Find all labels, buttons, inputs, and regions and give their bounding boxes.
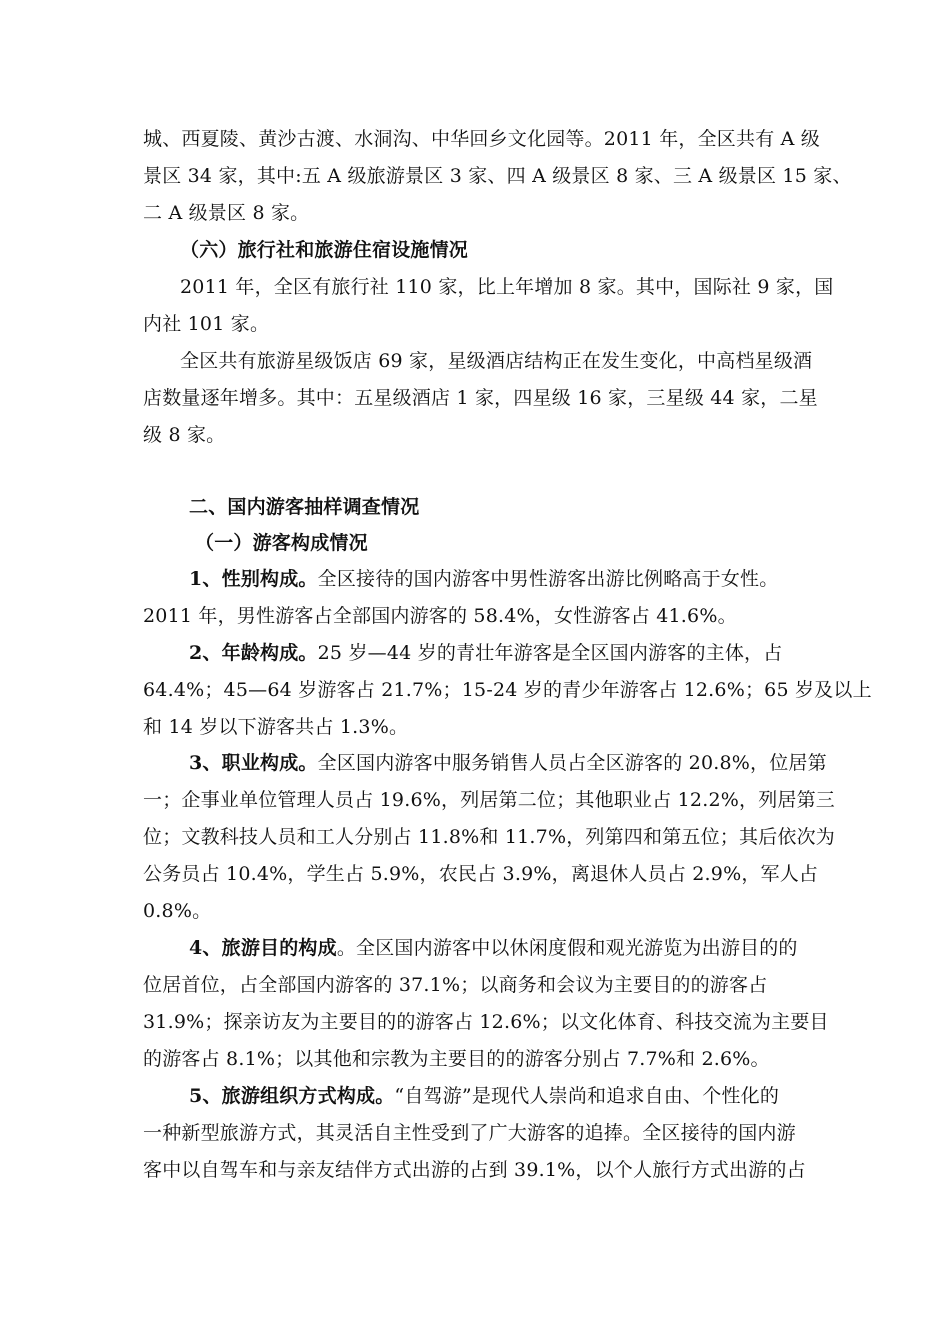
list-item-first-line [189,936,798,960]
section-heading-2: 二、国内游客抽样调查情况 [189,496,420,518]
paragraph-line: 2011 年，全区有旅行社 110 家，比上年增加 8 家。其中，国际社 9 家，国 [180,276,834,298]
paragraph-line: 位居首位，占全部国内游客的 37.1%；以商务和会议为主要目的的游客占 [143,974,768,996]
paragraph-line: 级 8 家。 [143,424,226,446]
item-title: 3、职业构成。 [189,752,318,774]
item-text: “自驾游”是现代人崇尚和追求自由、个性化的 [394,1085,780,1107]
paragraph-line: 的游客占 8.1%；以其他和宗教为主要目的的游客分别占 7.7%和 2.6%。 [143,1048,770,1070]
list-item-first-line [189,641,782,665]
paragraph-line: 位；文教科技人员和工人分别占 11.8%和 11.7%，列第四和第五位；其后依次为 [143,826,835,848]
item-title: 1、性别构成。 [189,568,318,590]
paragraph-line: 31.9%；探亲访友为主要目的的游客占 12.6%；以文化体育、科技交流为主要目 [143,1011,829,1033]
paragraph-line: 客中以自驾车和与亲友结伴方式出游的占到 39.1%，以个人旅行方式出游的占 [143,1159,806,1181]
list-item-first-line [189,567,778,591]
paragraph-line: 和 14 岁以下游客共占 1.3%。 [143,716,409,738]
paragraph-line: 公务员占 10.4%，学生占 5.9%，农民占 3.9%，离退休人员占 2.9%，军人占 [143,863,819,885]
paragraph-line: 一种新型旅游方式，其灵活自主性受到了广大游客的追捧。全区接待的国内游 [143,1122,796,1144]
subsection-heading: （一）游客构成情况 [195,532,368,554]
section-heading-6: （六）旅行社和旅游住宿设施情况 [180,239,469,261]
paragraph-line: 64.4%；45—64 岁游客占 21.7%；15-24 岁的青少年游客占 12.6%；65 岁及以上 [143,679,872,701]
item-text: 25 岁—44 岁的青壮年游客是全区国内游客的主体，占 [317,642,783,664]
paragraph-line: 城、西夏陵、黄沙古渡、水洞沟、中华回乡文化园等。2011 年，全区共有 A 级 [143,128,820,150]
item-title: 2、年龄构成。 [189,642,318,664]
item-text: 。全区国内游客中以休闲度假和观光游览为出游目的的 [336,937,798,959]
item-text: 全区国内游客中服务销售人员占全区游客的 20.8%，位居第 [317,752,827,774]
paragraph-line: 景区 34 家，其中:五 A 级旅游景区 3 家、四 A 级景区 8 家、三 A 级景区 15 家、 [143,165,852,187]
list-item-first-line [189,1084,779,1108]
list-item-first-line [189,751,827,775]
item-title: 5、旅游组织方式构成。 [189,1085,395,1107]
item-text: 全区接待的国内游客中男性游客出游比例略高于女性。 [317,568,779,590]
paragraph-line: 一；企事业单位管理人员占 19.6%，列居第二位；其他职业占 12.2%，列居第三 [143,789,835,811]
paragraph-line: 二 A 级景区 8 家。 [143,202,310,224]
paragraph-line: 内社 101 家。 [143,313,270,335]
paragraph-line: 0.8%。 [143,900,212,922]
item-title: 4、旅游目的构成 [189,937,337,959]
paragraph-line: 店数量逐年增多。其中：五星级酒店 1 家，四星级 16 家，三星级 44 家，二星 [143,387,818,409]
paragraph-line: 2011 年，男性游客占全部国内游客的 58.4%，女性游客占 41.6%。 [143,605,737,627]
paragraph-line: 全区共有旅游星级饭店 69 家，星级酒店结构正在发生变化，中高档星级酒 [180,350,813,372]
